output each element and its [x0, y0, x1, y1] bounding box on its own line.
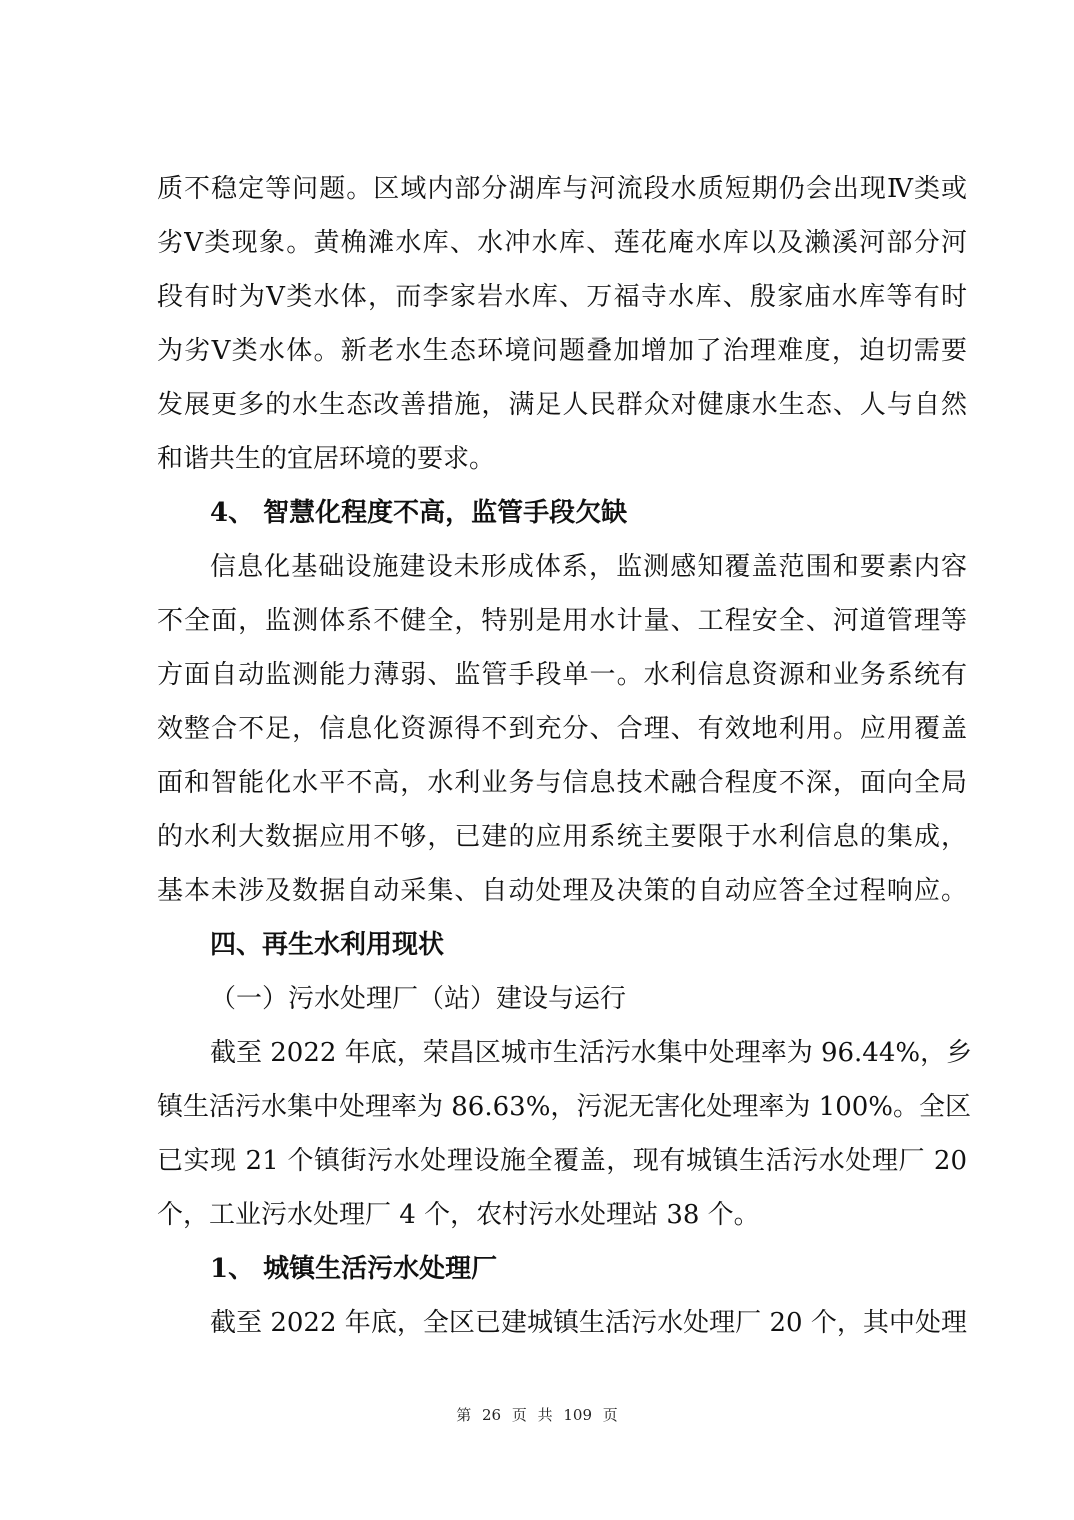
- paragraph-line: 发展更多的水生态改善措施，满足人民群众对健康水生态、人与自然: [157, 390, 967, 420]
- paragraph-line: 的水利大数据应用不够，已建的应用系统主要限于水利信息的集成，: [157, 822, 967, 852]
- paragraph-line: 已实现 21 个镇街污水处理设施全覆盖，现有城镇生活污水处理厂 20: [157, 1146, 967, 1176]
- paragraph-line: 方面自动监测能力薄弱、监管手段单一。水利信息资源和业务系统有: [157, 660, 967, 690]
- paragraph-line: 效整合不足，信息化资源得不到充分、合理、有效地利用。应用覆盖: [157, 714, 967, 744]
- paragraph-line: 劣Ⅴ类现象。黄桷滩水库、水冲水库、莲花庵水库以及濑溪河部分河: [157, 228, 967, 258]
- paragraph-line: 基本未涉及数据自动采集、自动处理及决策的自动应答全过程响应。: [157, 876, 967, 906]
- paragraph-line: 为劣Ⅴ类水体。新老水生态环境问题叠加增加了治理难度，迫切需要: [157, 336, 967, 366]
- section-title: 四、再生水利用现状: [210, 930, 445, 960]
- section-heading-4: 4、 智慧化程度不高，监管手段欠缺: [210, 498, 628, 528]
- paragraph-line: 不全面，监测体系不健全，特别是用水计量、工程安全、河道管理等: [157, 606, 967, 636]
- paragraph-line: 截至 2022 年底，全区已建城镇生活污水处理厂 20 个，其中处理: [210, 1308, 967, 1338]
- paragraph-line: 质不稳定等问题。区域内部分湖库与河流段水质短期仍会出现Ⅳ类或: [157, 174, 967, 204]
- subsection-title: （一）污水处理厂（站）建设与运行: [210, 984, 627, 1014]
- paragraph-line: 信息化基础设施建设未形成体系，监测感知覆盖范围和要素内容: [210, 552, 967, 582]
- paragraph-line: 镇生活污水集中处理率为 86.63%，污泥无害化处理率为 100%。全区: [157, 1092, 971, 1122]
- section-heading-1: 1、 城镇生活污水处理厂: [210, 1254, 498, 1284]
- paragraph-line: 和谐共生的宜居环境的要求。: [157, 444, 496, 474]
- paragraph-line: 段有时为Ⅴ类水体，而李家岩水库、万福寺水库、殷家庙水库等有时: [157, 282, 967, 312]
- paragraph-line: 截至 2022 年底，荣昌区城市生活污水集中处理率为 96.44%，乡: [210, 1038, 973, 1068]
- paragraph-line: 个，工业污水处理厂 4 个，农村污水处理站 38 个。: [157, 1200, 760, 1230]
- page-number-footer: 第 26 页 共 109 页: [456, 1406, 618, 1424]
- paragraph-line: 面和智能化水平不高，水利业务与信息技术融合程度不深，面向全局: [157, 768, 967, 798]
